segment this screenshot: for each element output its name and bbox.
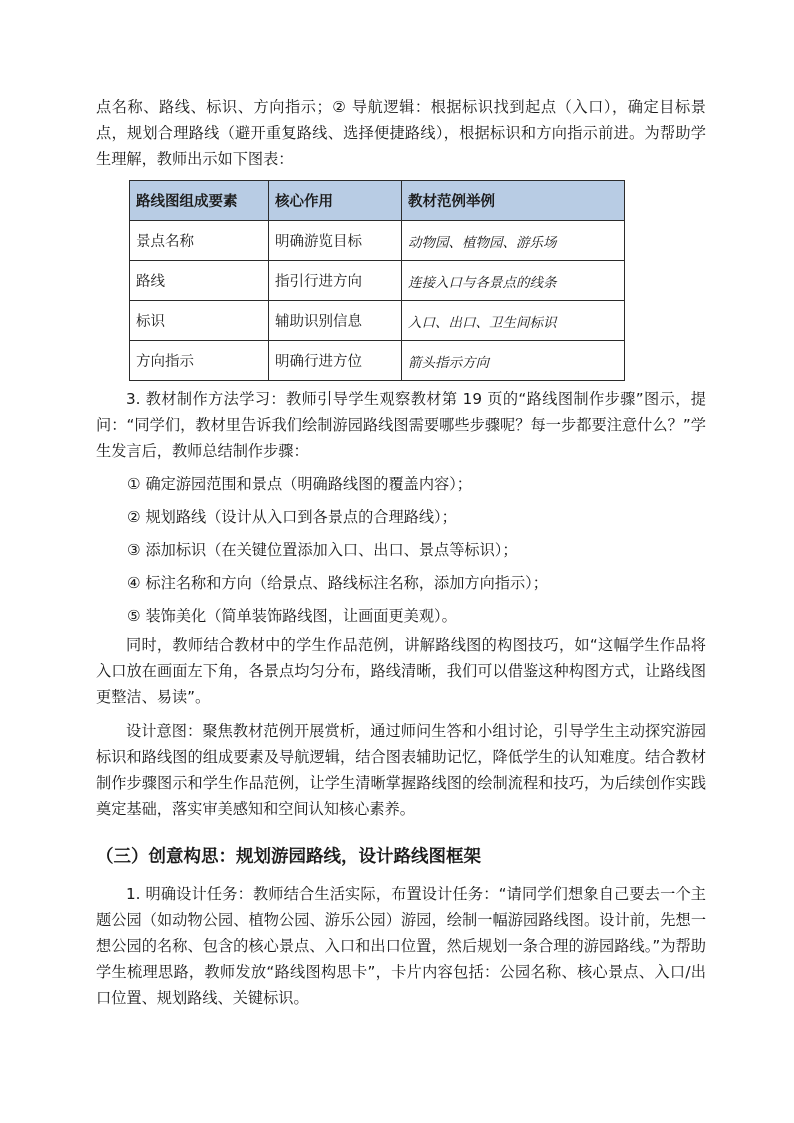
design-intent-paragraph: 设计意图：聚焦教材范例开展赏析，通过师问生答和小组讨论，引导学生主动探究游园标识和路线图的组成要素及导航逻辑，结合图表辅助记忆，降低学生的认知难度。结合教材制作步骤图示和学生作品范例，让学生清晰掌握路线图的绘制流程和技巧，为后续创作实践奠定基础，落实审美感知和空间认知核心素养。	[96, 722, 706, 818]
element-cell: 景点名称	[130, 221, 269, 261]
element-cell: 标识	[130, 301, 269, 341]
example-cell: 连接入口与各景点的线条	[402, 261, 625, 301]
section-heading: （三）创意构思：规划游园路线，设计路线图框架	[96, 847, 481, 867]
route-map-elements-table	[129, 180, 625, 381]
table-header-cell: 教材范例举例	[402, 181, 625, 221]
role-cell: 明确行进方位	[269, 341, 402, 381]
role-cell: 明确游览目标	[269, 221, 402, 261]
role-cell: 辅助识别信息	[269, 301, 402, 341]
table-row	[130, 221, 625, 261]
table-row	[130, 261, 625, 301]
composition-paragraph: 同时，教师结合教材中的学生作品范例，讲解路线图的构图技巧，如“这幅学生作品将入口放在画面左下角，各景点均匀分布，路线清晰，我们可以借鉴这种构图方式，让路线图更整洁、易读”。	[96, 636, 706, 706]
example-cell: 入口、出口、卫生间标识	[402, 301, 625, 341]
element-cell: 方向指示	[130, 341, 269, 381]
step-item: ② 规划路线（设计从入口到各景点的合理路线）；	[127, 508, 457, 526]
table-row	[130, 341, 625, 381]
step-item: ③ 添加标识（在关键位置添加入口、出口、景点等标识）；	[127, 541, 518, 559]
role-cell: 指引行进方向	[269, 261, 402, 301]
example-cell: 箭头指示方向	[402, 341, 625, 381]
table-header-cell: 路线图组成要素	[130, 181, 269, 221]
step-item: ⑤ 装饰美化（简单装饰路线图，让画面更美观）。	[127, 607, 457, 625]
table-row	[130, 301, 625, 341]
intro-paragraph: 点名称、路线、标识、方向指示；② 导航逻辑：根据标识找到起点（入口），确定目标景点，规划合理路线（避开重复路线、选择便捷路线），根据标识和方向指示前进。为帮助学生理解，教师出示如下图表：	[96, 98, 706, 168]
method-paragraph: 3. 教材制作方法学习：教师引导学生观察教材第 19 页的“路线图制作步骤”图示，提问：“同学们，教材里告诉我们绘制游园路线图需要哪些步骤呢？每一步都要注意什么？”学生发言后，教师总结制作步骤：	[96, 390, 706, 460]
element-cell: 路线	[130, 261, 269, 301]
example-cell: 动物园、植物园、游乐场	[402, 221, 625, 261]
step-item: ④ 标注名称和方向（给景点、路线标注名称，添加方向指示）；	[127, 574, 548, 592]
table-header-row	[130, 181, 625, 221]
step-item: ① 确定游园范围和景点（明确路线图的覆盖内容）；	[127, 475, 472, 493]
task-paragraph: 1. 明确设计任务：教师结合生活实际，布置设计任务：“请同学们想象自己要去一个主题公园（如动物公园、植物公园、游乐公园）游园，绘制一幅游园路线图。设计前，先想一想公园的名称、包含的核心景点、入口和出口位置，然后规划一条合理的游园路线。”为帮助学生梳理思路，教师发放“路线图构思卡”，卡片内容包括：公园名称、核心景点、入口/出口位置、规划路线、关键标识。	[96, 885, 706, 1007]
table-header-cell: 核心作用	[269, 181, 402, 221]
